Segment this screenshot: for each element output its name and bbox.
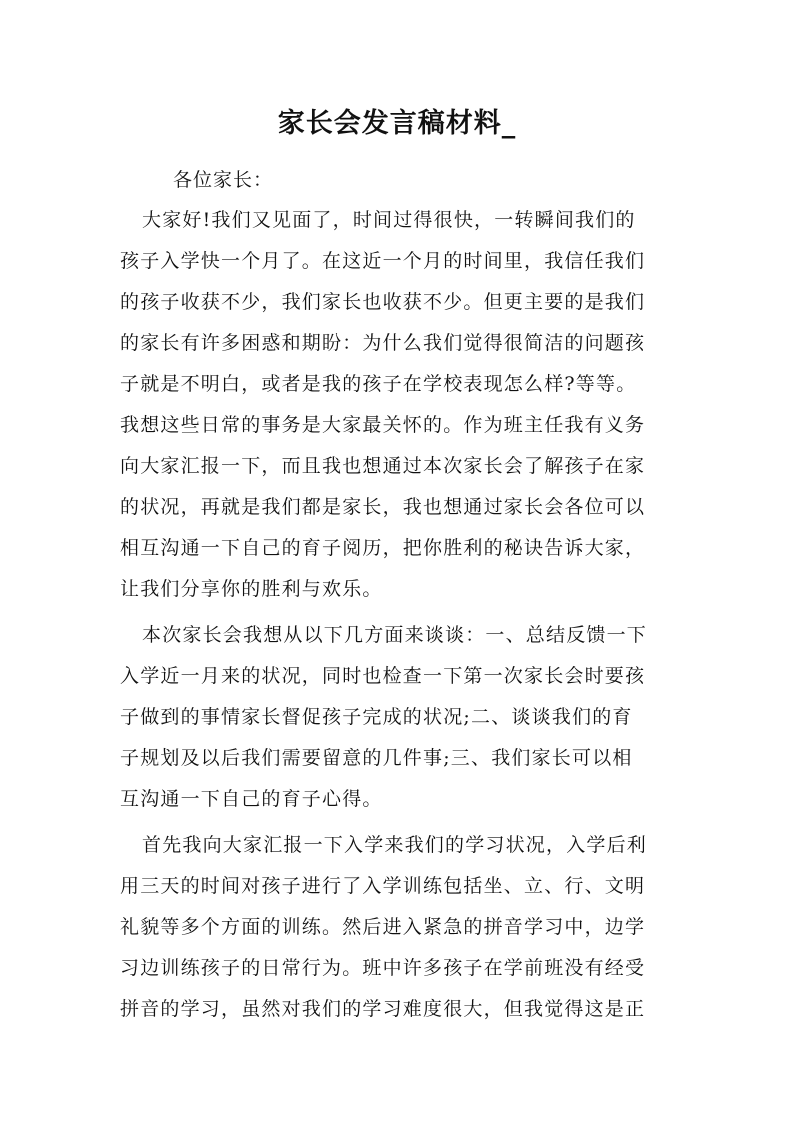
text-line: 首先我向大家汇报一下入学来我们的学习状况，入学后利 — [142, 834, 648, 856]
text-line: 相互沟通一下自己的育子阅历，把你胜利的秘诀告诉大家， — [120, 537, 646, 559]
text-line: 向大家汇报一下，而且我也想通过本次家长会了解孩子在家 — [120, 455, 646, 477]
text-line: 孩子入学快一个月了。在这近一个月的时间里，我信任我们 — [120, 250, 646, 272]
text-line: 用三天的时间对孩子进行了入学训练包括坐、立、行、文明 — [120, 875, 646, 897]
text-line: 子就是不明白，或者是我的孩子在学校表现怎么样?等等。 — [120, 373, 637, 395]
text-line: 入学近一月来的状况，同时也检查一下第一次家长会时要孩 — [120, 665, 646, 687]
text-line: 让我们分享你的胜利与欢乐。 — [120, 578, 383, 600]
text-line: 拼音的学习，虽然对我们的学习难度很大，但我觉得这是正 — [120, 998, 646, 1020]
text-line: 习边训练孩子的日常行为。班中许多孩子在学前班没有经受 — [120, 957, 646, 979]
salutation: 各位家长： — [173, 169, 274, 191]
text-line: 礼貌等多个方面的训练。然后进入紧急的拼音学习中，边学 — [120, 916, 646, 938]
text-line: 我想这些日常的事务是大家最关怀的。作为班主任我有义务 — [120, 414, 646, 436]
text-line: 子做到的事情家长督促孩子完成的状况;二、谈谈我们的育 — [120, 706, 633, 728]
text-line: 互沟通一下自己的育子心得。 — [120, 788, 383, 810]
text-line: 的家长有许多困惑和期盼：为什么我们觉得很简洁的问题孩 — [120, 332, 646, 354]
text-line: 的孩子收获不少，我们家长也收获不少。但更主要的是我们 — [120, 291, 646, 313]
text-line: 的状况，再就是我们都是家长，我也想通过家长会各位可以 — [120, 496, 646, 518]
text-line: 子规划及以后我们需要留意的几件事;三、我们家长可以相 — [120, 747, 633, 769]
text-line: 大家好!我们又见面了，时间过得很快，一转瞬间我们的 — [142, 209, 636, 231]
document-title: 家长会发言稿材料_ — [277, 108, 517, 139]
text-line: 本次家长会我想从以下几方面来谈谈：一、总结反馈一下 — [142, 624, 648, 646]
